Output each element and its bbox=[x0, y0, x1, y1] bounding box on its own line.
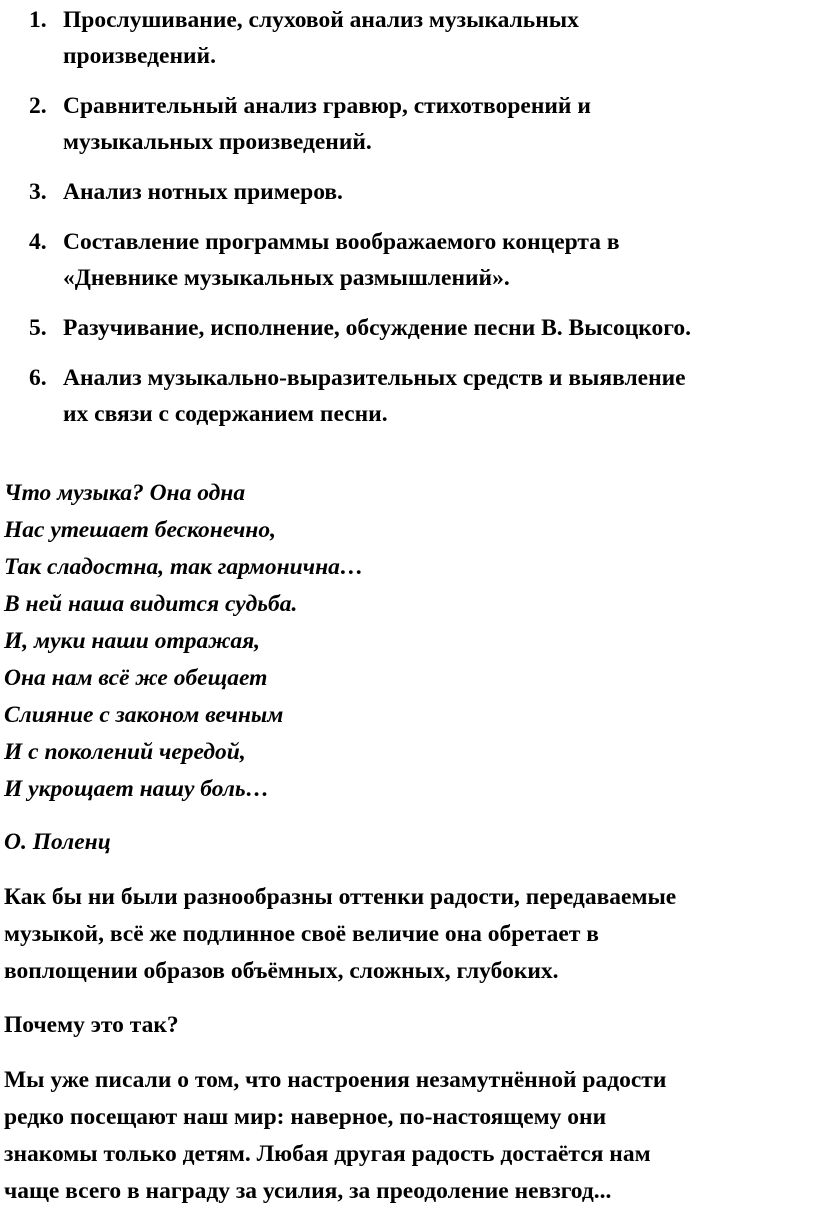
item-line: Анализ нотных примеров. bbox=[63, 179, 343, 205]
item-line: Сравнительный анализ гравюр, стихотворений и bbox=[63, 93, 591, 119]
paragraph-line: знакомы только детям. Любая другая радость достаётся нам bbox=[4, 1141, 651, 1167]
poem-line: И с поколений чередой, bbox=[4, 739, 246, 765]
item-line: Прослушивание, слуховой анализ музыкальных bbox=[63, 7, 579, 33]
activity-item bbox=[0, 360, 816, 432]
poem-line: Она нам всё же обещает bbox=[4, 665, 268, 691]
item-line: «Дневнике музыкальных размышлений». bbox=[63, 265, 510, 291]
item-number: 1. bbox=[29, 7, 47, 33]
poem-line: В ней наша видится судьба. bbox=[4, 591, 298, 617]
item-line: произведений. bbox=[63, 43, 216, 69]
paragraph bbox=[4, 879, 816, 990]
item-number: 3. bbox=[29, 179, 47, 205]
poem bbox=[4, 475, 363, 808]
item-number: 4. bbox=[29, 229, 47, 255]
poem-author: О. Поленц bbox=[4, 829, 111, 855]
item-line: их связи с содержанием песни. bbox=[63, 401, 388, 427]
item-number: 2. bbox=[29, 93, 47, 119]
item-line: музыкальных произведений. bbox=[63, 129, 372, 155]
poem-line: И укрощает нашу боль… bbox=[4, 776, 270, 802]
poem-line: Слияние с законом вечным bbox=[4, 702, 284, 728]
poem-line: И, муки наши отражая, bbox=[4, 628, 261, 654]
activity-item bbox=[0, 310, 816, 346]
paragraph-line: воплощении образов объёмных, сложных, глубоких. bbox=[4, 958, 559, 984]
activity-item bbox=[0, 2, 816, 74]
item-line: Разучивание, исполнение, обсуждение песни В. Высоцкого. bbox=[63, 315, 691, 341]
paragraph-line: музыкой, всё же подлинное своё величие она обретает в bbox=[4, 921, 599, 947]
poem-line: Так сладостна, так гармонична… bbox=[4, 554, 364, 580]
item-line: Анализ музыкально-выразительных средств и выявление bbox=[63, 365, 686, 391]
paragraph bbox=[4, 1062, 816, 1210]
activity-item bbox=[0, 88, 816, 160]
poem-line: Нас утешает бесконечно, bbox=[4, 517, 276, 543]
item-line: Составление программы воображаемого концерта в bbox=[63, 229, 620, 255]
paragraph-line: Мы уже писали о том, что настроения незамутнённой радости bbox=[4, 1067, 667, 1093]
paragraph-line: чаще всего в награду за усилия, за преодоление невзгод... bbox=[4, 1178, 612, 1204]
paragraph-line: Как бы ни были разнообразны оттенки радости, передаваемые bbox=[4, 884, 677, 910]
activity-item bbox=[0, 224, 816, 296]
question-paragraph bbox=[4, 1007, 816, 1044]
paragraph-line: редко посещают наш мир: наверное, по-настоящему они bbox=[4, 1104, 607, 1130]
activity-list bbox=[0, 2, 816, 446]
activity-item bbox=[0, 174, 816, 210]
paragraph-line: Почему это так? bbox=[4, 1012, 179, 1038]
poem-line: Что музыка? Она одна bbox=[4, 480, 246, 506]
item-number: 6. bbox=[29, 365, 47, 391]
item-number: 5. bbox=[29, 315, 47, 341]
